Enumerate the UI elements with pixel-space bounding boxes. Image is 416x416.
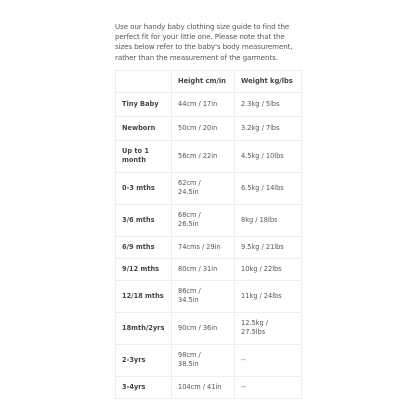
size-cell: Tiny Baby (116, 92, 172, 116)
height-cell: 80cm / 31in (172, 258, 235, 280)
size-cell: Newborn (116, 116, 172, 140)
table-row (116, 140, 302, 172)
size-guide (115, 22, 301, 399)
size-cell: 18mth/2yrs (116, 312, 172, 344)
size-cell: 3-4yrs (116, 376, 172, 398)
table-row (116, 344, 302, 376)
weight-cell: 4.5kg / 10lbs (235, 140, 302, 172)
weight-cell: 10kg / 22lbs (235, 258, 302, 280)
table-row (116, 280, 302, 312)
header-weight: Weight kg/lbs (235, 70, 302, 92)
size-cell: 3/6 mths (116, 204, 172, 236)
size-table (115, 70, 302, 399)
size-cell: 9/12 mths (116, 258, 172, 280)
height-cell: 98cm / 38.5in (172, 344, 235, 376)
size-cell: 6/9 mths (116, 236, 172, 258)
table-row (116, 116, 302, 140)
height-cell: 74cms / 29in (172, 236, 235, 258)
table-header-row (116, 70, 302, 92)
height-cell: 44cm / 17in (172, 92, 235, 116)
table-row (116, 172, 302, 204)
header-height: Height cm/in (172, 70, 235, 92)
weight-cell: 11kg / 24lbs (235, 280, 302, 312)
table-row (116, 258, 302, 280)
height-cell: 62cm / 24.5in (172, 172, 235, 204)
weight-cell: -- (235, 376, 302, 398)
height-cell: 104cm / 41in (172, 376, 235, 398)
weight-cell: 3.2kg / 7lbs (235, 116, 302, 140)
weight-cell: 8kg / 18lbs (235, 204, 302, 236)
height-cell: 68cm / 26.5in (172, 204, 235, 236)
size-cell: Up to 1 month (116, 140, 172, 172)
height-cell: 56cm / 22in (172, 140, 235, 172)
size-cell: 12/18 mths (116, 280, 172, 312)
intro-text: Use our handy baby clothing size guide to find the perfect fit for your little one. Please note that the sizes below refer to the baby's body measurement, rather than the measurement of the garments. (115, 22, 293, 62)
height-cell: 90cm / 36in (172, 312, 235, 344)
weight-cell: 6.5kg / 14lbs (235, 172, 302, 204)
table-row (116, 92, 302, 116)
size-cell: 0-3 mths (116, 172, 172, 204)
table-row (116, 312, 302, 344)
height-cell: 86cm / 34.5in (172, 280, 235, 312)
weight-cell: 12.5kg / 27.5lbs (235, 312, 302, 344)
size-cell: 2-3yrs (116, 344, 172, 376)
header-size (116, 70, 172, 92)
height-cell: 50cm / 20in (172, 116, 235, 140)
table-row (116, 236, 302, 258)
weight-cell: 9.5kg / 21lbs (235, 236, 302, 258)
weight-cell: -- (235, 344, 302, 376)
weight-cell: 2.3kg / 5lbs (235, 92, 302, 116)
table-row (116, 376, 302, 398)
table-row (116, 204, 302, 236)
